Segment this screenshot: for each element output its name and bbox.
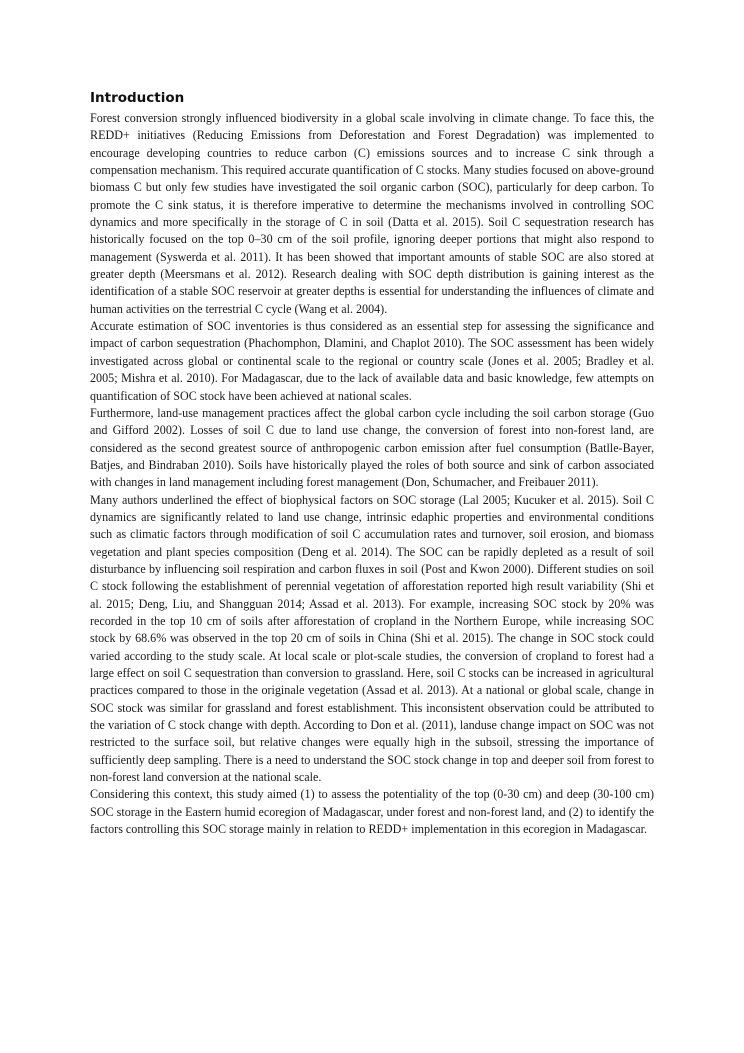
paragraph-4: Many authors underlined the effect of biophysical factors on SOC storage (Lal 2005; Kucuker et al. 2015). Soil C dynamics are significantly related to land use change, intrinsic edaphic properties and environmental conditions such as climatic factors through modification of soil C accumulation rates and turnover, soil erosion, and biomass vegetation and plant species composition (Deng et al. 2014). The SOC can be rapidly depleted as a result of soil disturbance by influencing soil respiration and carbon fluxes in soil (Post and Kwon 2000). Different studies on soil C stock following the establishment of perennial vegetation of afforestation reported high result variability (Shi et al. 2015; Deng, Liu, and Shangguan 2014; Assad et al. 2013). For example, increasing SOC stock by 20% was recorded in the top 10 cm of soils after afforestation of cropland in the Northern Europe, while increasing SOC stock by 68.6% was observed in the top 20 cm of soils in China (Shi et al. 2015). The change in SOC stock could varied according to the study scale. At local scale or plot-scale studies, the conversion of cropland to forest had a large effect on soil C sequestration than conversion to grassland. Here, soil C stocks can be increased in agricultural practices compared to those in the originale vegetation (Assad et al. 2013). At a national or global scale, change in SOC stock was similar for grassland and forest establishment. This inconsistent observation could be attributed to the variation of C stock change with depth. According to Don et al. (2011), landuse change impact on SOC was not restricted to the surface soil, but relative changes were equally high in the subsoil, stressing the importance of sufficiently deep sampling. There is a need to understand the SOC stock change in top and deeper soil from forest to non-forest land conversion at the national scale. bbox=[90, 492, 654, 785]
paragraph-2: Accurate estimation of SOC inventories is thus considered as an essential step for assessing the significance and impact of carbon sequestration (Phachomphon, Dlamini, and Chaplot 2010). The SOC assessment has been widely investigated across global or continental scale to the regional or country scale (Jones et al. 2005; Bradley et al. 2005; Mishra et al. 2010). For Madagascar, due to the lack of available data and basic knowledge, few attempts on quantification of SOC stock have been achieved at national scales. bbox=[90, 319, 654, 403]
page-content bbox=[90, 89, 654, 838]
paragraph-5: Considering this context, this study aimed (1) to assess the potentiality of the top (0-30 cm) and deep (30-100 cm) SOC storage in the Eastern humid ecoregion of Madagascar, under forest and non-forest land, and (2) to identify the factors controlling this SOC storage mainly in relation to REDD+ implementation in this ecoregion in Madagascar. bbox=[90, 787, 654, 837]
paragraph-3: Furthermore, land-use management practices affect the global carbon cycle including the soil carbon storage (Guo and Gifford 2002). Losses of soil C due to land use change, the conversion of forest into non-forest land, are considered as the second greatest source of anthropogenic carbon emission after fuel consumption (Batlle-Bayer, Batjes, and Bindraban 2010). Soils have historically played the roles of both source and sink of carbon associated with changes in land management including forest management (Don, Schumacher, and Freibauer 2011). bbox=[90, 405, 654, 490]
paragraph-1: Forest conversion strongly influenced biodiversity in a global scale involving in climate change. To face this, the REDD+ initiatives (Reducing Emissions from Deforestation and Forest Degradation) was implemented to encourage developing countries to reduce carbon (C) emissions sources and to increase C sink through a compensation mechanism. This required accurate quantification of C stocks. Many studies focused on above-ground biomass C but only few studies have investigated the soil organic carbon (SOC), particularly for deep carbon. To promote the C sink status, it is therefore imperative to determine the mechanisms involved in controlling SOC dynamics and more specifically in the storage of C in soil (Datta et al. 2015). Soil C sequestration research has historically focused on the top 0–30 cm of the soil profile, ignoring deeper portions that might also respond to management (Syswerda et al. 2011). It has been showed that important amounts of stable SOC are also stored at greater depth (Meersmans et al. 2012). Research dealing with SOC depth distribution is gaining interest as the identification of a stable SOC reservoir at greater depths is essential for understanding the influences of climate and human activities on the terrestrial C cycle (Wang et al. 2004). bbox=[90, 111, 654, 316]
section-title: Introduction bbox=[90, 90, 185, 106]
